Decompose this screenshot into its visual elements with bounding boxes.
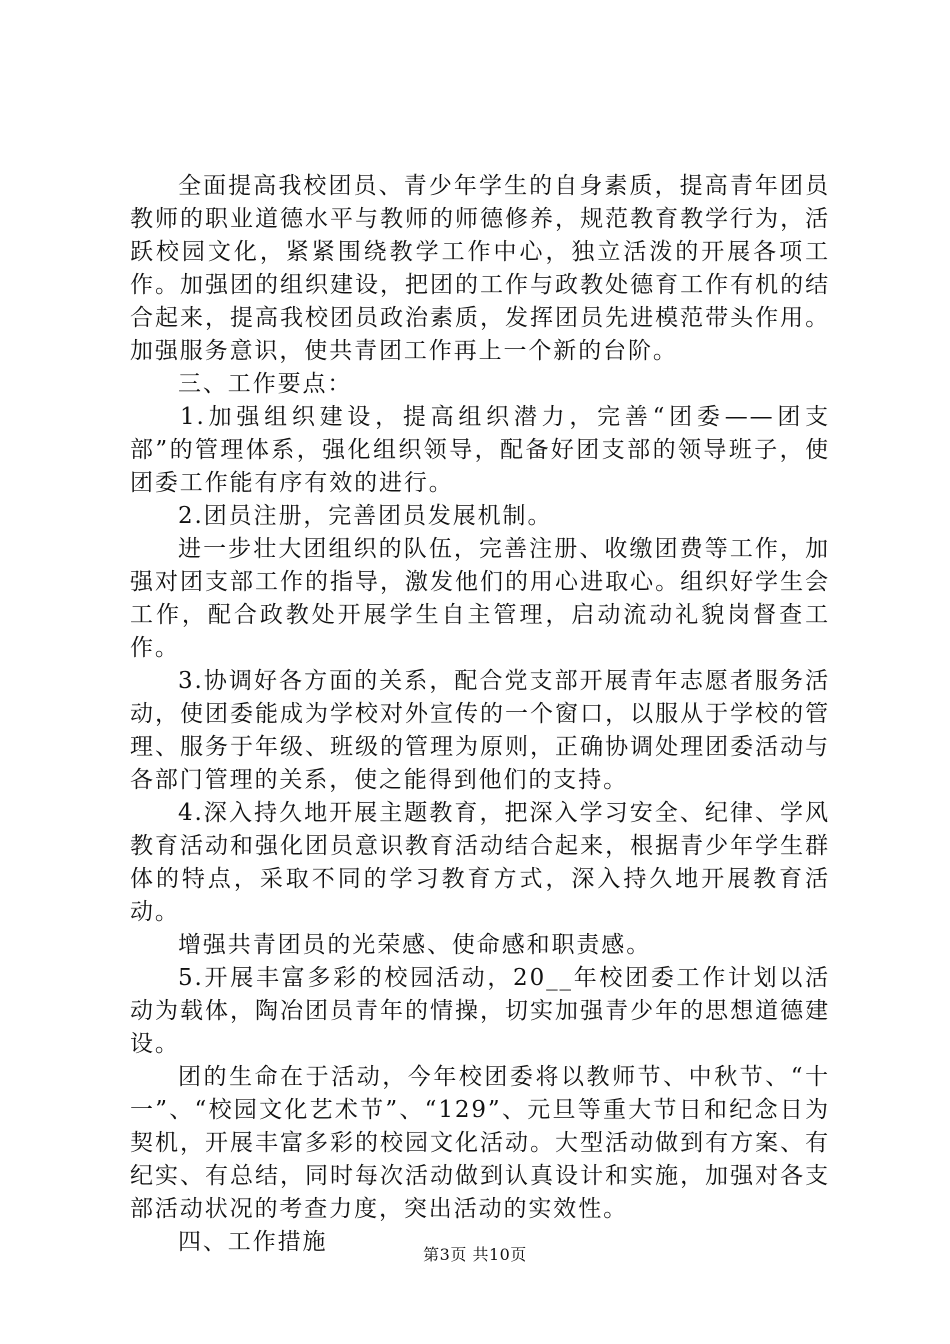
paragraph-point-5-detail: 团的生命在于活动，今年校团委将以教师节、中秋节、“十一”、“校园文化艺术节”、“129”、元旦等重大节日和纪念日为契机，开展丰富多彩的校园文化活动。大型活动做到有方案、有纪实、有总结，同时每次活动做到认真设计和实施，加强对各支部活动状况的考查力度，突出活动的实效性。 bbox=[130, 1064, 830, 1222]
paragraph-point-1: 1.加强组织建设，提高组织潜力，完善“团委——团支部”的管理体系，强化组织领导，配备好团支部的领导班子，使团委工作能有序有效的进行。 bbox=[130, 404, 830, 496]
document-body bbox=[130, 170, 830, 1259]
paragraph-point-2-detail: 进一步壮大团组织的队伍，完善注册、收缴团费等工作，加强对团支部工作的指导，激发他们的用心进取心。组织好学生会工作，配合政教处开展学生自主管理，启动流动礼貌岗督查工作。 bbox=[130, 536, 830, 661]
paragraph-intro: 全面提高我校团员、青少年学生的自身素质，提高青年团员教师的职业道德水平与教师的师德修养，规范教育教学行为，活跃校园文化，紧紧围绕教学工作中心，独立活泼的开展各项工作。加强团的组织建设，把团的工作与政教处德育工作有机的结合起来，提高我校团员政治素质，发挥团员先进模范带头作用。加强服务意识，使共青团工作再上一个新的台阶。 bbox=[130, 173, 830, 364]
paragraph-point-5: 5.开展丰富多彩的校园活动，20__年校团委工作计划以活动为载体，陶冶团员青年的情操，切实加强青少年的思想道德建设。 bbox=[130, 965, 830, 1057]
paragraph-point-3: 3.协调好各方面的关系，配合党支部开展青年志愿者服务活动，使团委能成为学校对外宣传的一个窗口，以服从于学校的管理、服务于年级、班级的管理为原则，正确协调处理团委活动与各部门管理的关系，使之能得到他们的支持。 bbox=[130, 668, 830, 793]
section-heading-work-points: 三、工作要点： bbox=[178, 371, 353, 397]
section-heading-work-measures: 四、工作措施 bbox=[178, 1229, 328, 1255]
paragraph-point-4: 4.深入持久地开展主题教育，把深入学习安全、纪律、学风教育活动和强化团员意识教育活动结合起来，根据青少年学生群体的特点，采取不同的学习教育方式，深入持久地开展教育活动。 bbox=[130, 800, 830, 925]
paragraph-point-2: 2.团员注册，完善团员发展机制。 bbox=[178, 503, 553, 529]
paragraph-point-4-detail: 增强共青团员的光荣感、使命感和职责感。 bbox=[178, 932, 652, 958]
page-footer: 第3页 共10页 bbox=[423, 1245, 527, 1264]
